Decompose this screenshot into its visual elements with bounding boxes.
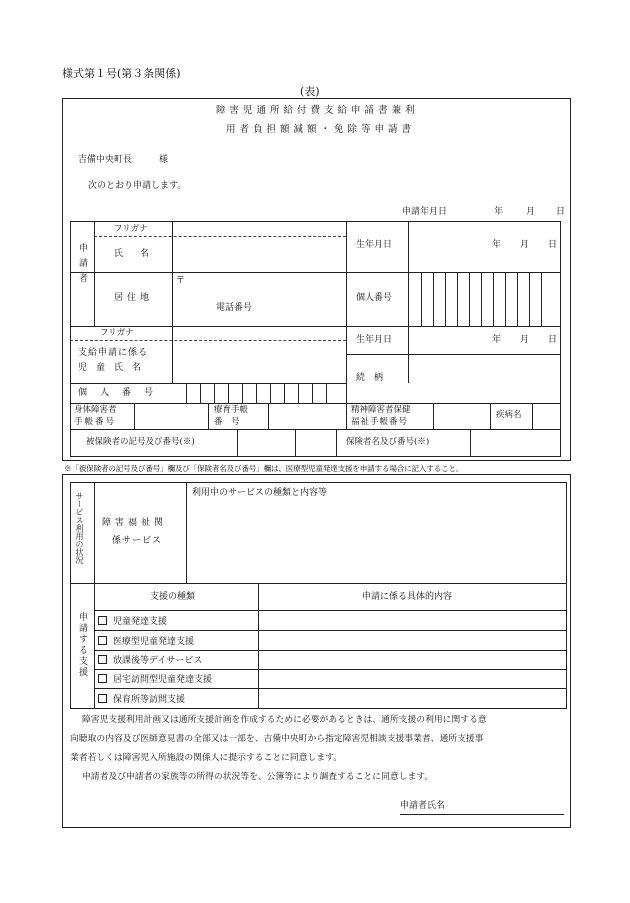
form-title-line1: 障害児通所給付費支給申請書兼利: [216, 105, 419, 116]
child-birth-day-unit: 日: [548, 335, 558, 345]
child-furigana-label: フリガナ: [100, 328, 134, 338]
support-item-label: 居宅訪問型児童発達支援: [113, 675, 213, 685]
support-item-label: 児童発達支援: [113, 617, 168, 627]
form-side-label: (表): [300, 85, 320, 98]
support-item-4[interactable]: [98, 674, 212, 685]
note-text: ※「被保険者の記号及び番号」欄及び「保険者名及び番号」欄は、医療型児童発達支援を申請する場合に記入すること。: [64, 464, 464, 473]
child-relation-label: 続 柄: [356, 373, 384, 383]
consent-paragraph1-line1: 障害児支援利用計画又は通所支援計画を作成するために必要があるときは、通所支援の利用に関する意: [82, 715, 487, 725]
child-birth-month-unit: 月: [520, 335, 530, 345]
child-label-line2: 児 童 氏 名: [78, 363, 142, 373]
support-detail-header: 申請に係る具体的内容: [362, 592, 453, 602]
signature-label: 申請者氏名: [400, 801, 446, 811]
checkbox[interactable]: [98, 655, 107, 664]
support-type-header: 支援の種類: [150, 592, 196, 602]
support-item-5[interactable]: [98, 694, 185, 705]
applicant-birth-year-unit: 年: [492, 240, 502, 250]
form-title-line2: 用者負担額減額・免除等申請書: [226, 124, 416, 135]
applicant-personal-number-label: 個人番号: [356, 293, 393, 303]
applicant-birth-label: 生年月日: [356, 240, 393, 250]
consent-paragraph1-line3: 業者若しくは障害児入所施設の関係人に提示することに同意します。: [70, 753, 343, 763]
applicant-birth-month-unit: 月: [520, 240, 530, 250]
date-month-unit: 月: [526, 207, 536, 217]
support-section-label: 申請する支援: [77, 612, 87, 678]
applicant-residence-label: 居住地: [114, 293, 154, 303]
support-item-1[interactable]: [98, 616, 167, 627]
form-number: 様式第１号(第３条関係): [62, 67, 181, 80]
support-item-label: 医療型児童発達支援: [113, 637, 195, 647]
service-category-l1: 障害福祉関: [102, 518, 168, 528]
date-day-unit: 日: [556, 207, 566, 217]
mental-handbook-label-l2: 福祉手帳番号: [351, 417, 409, 427]
signature-line[interactable]: [400, 814, 564, 815]
insurer-label: 保険者名及び番号(※): [346, 437, 430, 447]
consent-paragraph1-line2: 向聴取の内容及び医師意見書の全部又は一部を、吉備中央町から指定障害児相談支援事業者、通所支援事: [70, 734, 484, 744]
physical-handbook-label-l1: 身体障害者: [74, 405, 117, 415]
service-section-label: サービス利用の状況: [75, 492, 84, 564]
child-personal-number-label: 個 人 番 号: [78, 388, 156, 398]
service-content-label: 利用中のサービスの種類と内容等: [192, 488, 328, 498]
ryoiku-handbook-label-l1: 療育手帳: [214, 405, 249, 415]
support-item-3[interactable]: [98, 655, 202, 666]
addressee: 吉備中央町長 様: [78, 155, 169, 165]
physical-handbook-label-l2: 手帳番号: [74, 417, 117, 427]
support-item-2[interactable]: [98, 636, 194, 647]
service-category-l2: 係サービス: [112, 536, 163, 546]
form-frame: [62, 98, 571, 461]
support-item-label: 放課後等デイサービス: [113, 656, 203, 666]
child-birth-label: 生年月日: [356, 335, 393, 345]
applicant-phone-label: 電話番号: [216, 303, 253, 313]
child-label-line1: 支給申請に係る: [78, 348, 149, 358]
checkbox[interactable]: [98, 636, 107, 645]
mental-handbook-label-l1: 精神障害者保健: [351, 405, 411, 415]
support-item-label: 保育所等訪問支援: [113, 695, 186, 705]
applicant-section-label: 申請者: [77, 243, 87, 288]
consent-paragraph2: 申請者及び申請者の家族等の所得の状況等を、公簿等により調査することに同意します。: [82, 772, 434, 782]
intro-text: 次のとおり申請します。: [88, 181, 187, 191]
applicant-birth-day-unit: 日: [548, 240, 558, 250]
checkbox[interactable]: [98, 674, 107, 683]
checkbox[interactable]: [98, 694, 107, 703]
applicant-furigana-label: フリガナ: [114, 224, 148, 234]
disease-label: 疾病名: [496, 410, 522, 420]
applicant-name-label: 氏 名: [114, 249, 154, 259]
child-birth-year-unit: 年: [492, 335, 502, 345]
ryoiku-handbook-label-l2: 番 号: [214, 417, 240, 427]
checkbox[interactable]: [98, 616, 107, 625]
insured-number-label: 被保険者の記号及び番号(※): [86, 437, 195, 447]
postal-mark: 〒: [176, 276, 186, 286]
date-year-unit: 年: [494, 207, 504, 217]
application-date-label: 申請年月日: [402, 207, 448, 217]
